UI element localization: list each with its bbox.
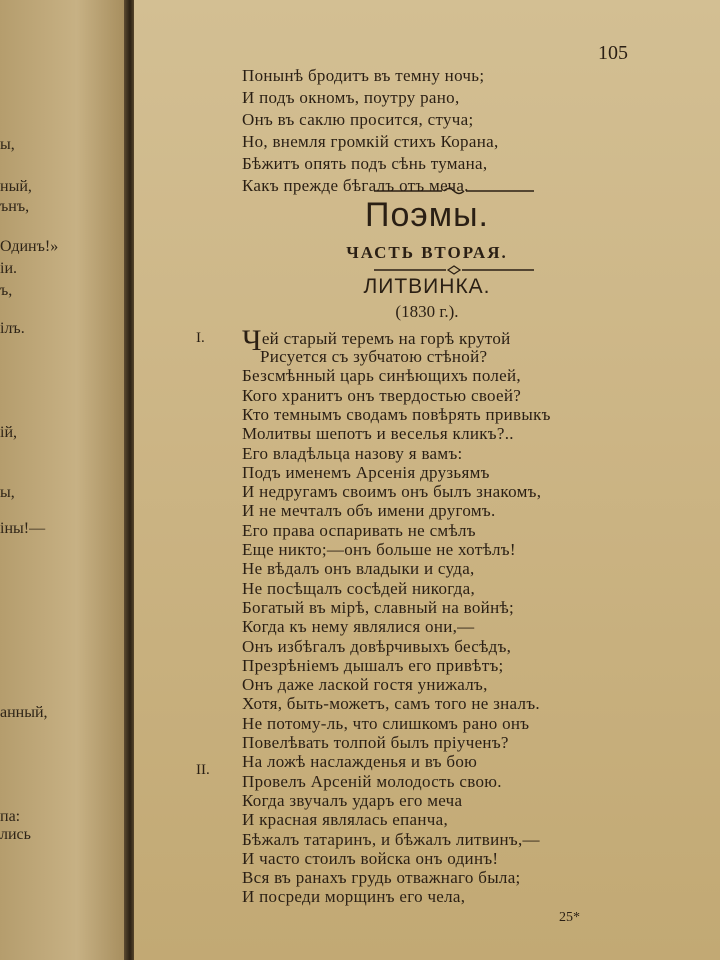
opening-line: Но, внемля громкій стихъ Корана, — [242, 132, 499, 151]
poem-line: И посреди морщинъ его чела, — [242, 887, 466, 907]
poem-line: Кто темнымъ сводамъ повѣрять привыкъ — [242, 404, 551, 424]
poem-line: Его права оспаривать не смѣлъ — [242, 520, 476, 540]
poem-line: Провелъ Арсеній молодость свою. — [242, 771, 502, 791]
poem-line: Не потому-ль, что слишкомъ рано онъ — [242, 713, 530, 733]
poem-line: Безсмѣнный царь синѣющихъ полей, — [242, 366, 521, 386]
poem-line: Молитвы шепотъ и веселья кликъ?.. — [242, 424, 514, 444]
poem-line: Еще никто;—онъ больше не хотѣлъ! — [242, 540, 516, 559]
poem-line: Вся въ ранахъ грудь отважнаго была; — [242, 868, 521, 888]
left-facing-page — [0, 0, 128, 960]
poem-line: На ложѣ наслажденья и въ бою — [242, 752, 478, 772]
poem-line: Когда къ нему являлися они,— — [242, 617, 475, 637]
poem-line: И не мечталъ объ имени другомъ. — [242, 501, 496, 521]
poem-line: Онъ даже лаской гостя унижалъ, — [242, 675, 488, 695]
left-text-fragment: ы, — [0, 136, 15, 153]
left-text-fragment: ънъ, — [0, 198, 30, 215]
part-title: ЧАСТЬ ВТОРАЯ. — [346, 243, 508, 262]
printer-signature: 25* — [559, 910, 580, 925]
decorative-rule — [374, 265, 534, 275]
left-text-fragment: лись — [0, 826, 31, 843]
poem-line: И недругамъ своимъ онъ былъ знакомъ, — [242, 482, 542, 502]
opening-line: Бѣжитъ опять подъ сѣнь тумана, — [242, 154, 488, 173]
poem-line: И часто стоилъ войска онъ одинъ! — [242, 848, 499, 868]
poem-line: И красная являлась епанча, — [242, 810, 449, 830]
poem-line: Онъ избѣгалъ довѣрчивыхъ бесѣдъ, — [242, 636, 512, 656]
opening-line: И подъ окномъ, поутру рано, — [242, 88, 460, 107]
stanza-number: I. — [196, 330, 205, 346]
poem-line: Богатый въ мірѣ, славный на войнѣ; — [242, 597, 515, 617]
poem-line: Хотя, быть-можетъ, самъ того не зналъ. — [242, 694, 540, 714]
page-number: 105 — [598, 42, 628, 64]
left-text-fragment: ій, — [0, 424, 18, 441]
opening-line: Понынѣ бродитъ въ темну ночь; — [242, 66, 485, 85]
stanza-number: II. — [196, 762, 210, 778]
opening-line: Онъ въ саклю просится, стуча; — [242, 110, 474, 129]
left-text-fragment: па: — [0, 808, 21, 825]
left-text-fragment: іны!— — [0, 520, 46, 537]
poem-line: Бѣжалъ татаринъ, и бѣжалъ литвинъ,— — [242, 829, 540, 849]
left-text-fragment: анный, — [0, 704, 48, 721]
poem-line: Кого хранитъ онъ твердостью своей? — [242, 385, 522, 405]
poem-line: Его владѣльца назову я вамъ: — [242, 443, 463, 463]
poem-first-line-text: ей старый теремъ на горѣ крутой — [261, 329, 511, 348]
poem-line: Когда звучалъ ударъ его меча — [242, 790, 463, 810]
section-title: Поэмы. — [365, 196, 489, 234]
poem-line: Не вѣдалъ онъ владыки и суда, — [242, 559, 475, 579]
left-text-fragment: ілъ. — [0, 320, 25, 337]
poem-title: ЛИТВИНКА. — [363, 275, 491, 298]
decorative-rule — [374, 186, 534, 196]
left-text-fragment: Одинъ!» — [0, 238, 59, 255]
poem-line: Не посѣщалъ сосѣдей никогда, — [242, 578, 476, 598]
left-text-fragment: ы, — [0, 484, 15, 501]
poem-line: Рисуется съ зубчатою стѣной? — [260, 347, 488, 366]
left-text-fragment: ъ, — [0, 282, 13, 299]
right-book-page — [134, 0, 720, 960]
poem-year: (1830 г.). — [395, 302, 459, 321]
left-text-fragment: іи. — [0, 260, 18, 277]
poem-line: Подъ именемъ Арсенія друзьямъ — [242, 462, 490, 482]
left-text-fragment: ный, — [0, 178, 32, 195]
poem-line: Повелѣвать толпой былъ пріученъ? — [242, 733, 509, 752]
drop-cap: Ч — [242, 324, 262, 357]
poem-line: Презрѣніемъ дышалъ его привѣтъ; — [242, 655, 504, 675]
opening-line: Какъ прежде бѣгалъ отъ меча. — [242, 176, 469, 195]
